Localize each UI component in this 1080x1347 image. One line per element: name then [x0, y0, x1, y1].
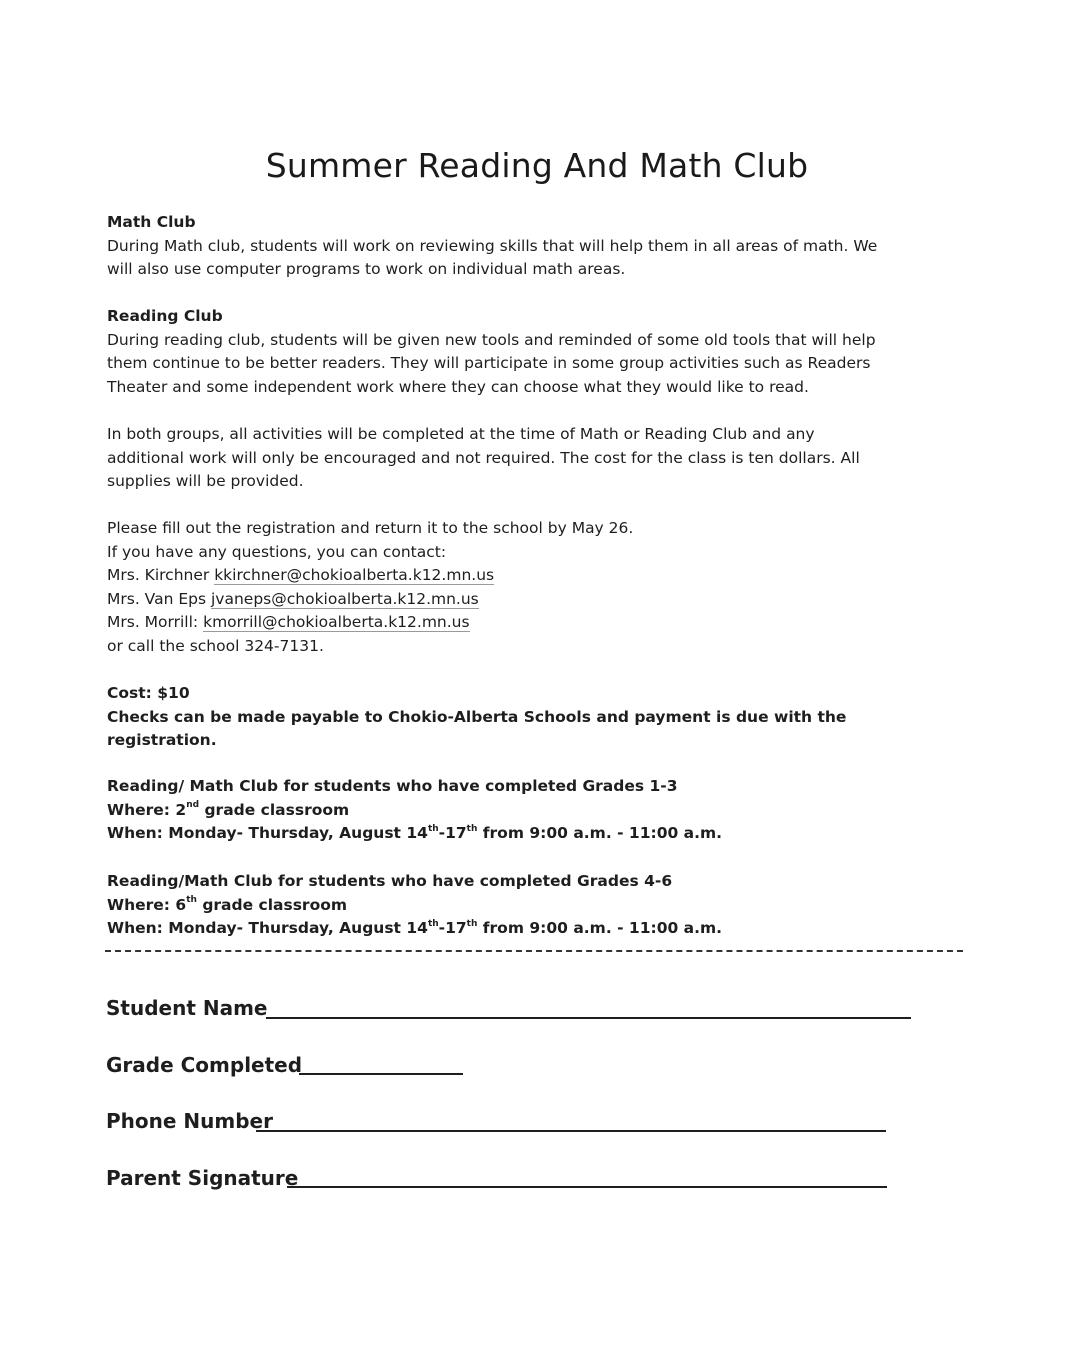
grade-completed-field[interactable]	[299, 1073, 463, 1075]
grade-completed-label: Grade Completed	[106, 1053, 303, 1077]
math-club-section	[107, 211, 987, 282]
school-phone-line: or call the school 324-7131.	[107, 636, 324, 655]
contact-name: Mrs. Morrill:	[107, 613, 199, 631]
session-heading: Reading/ Math Club for students who have completed Grades 1-3	[107, 777, 678, 795]
reading-club-text-line: Theater and some independent work where they can choose what they would like to read.	[107, 377, 809, 396]
student-name-field[interactable]	[266, 1017, 911, 1019]
math-club-heading: Math Club	[107, 213, 196, 231]
page-title: Summer Reading And Math Club	[265, 146, 809, 185]
questions-line: If you have any questions, you can contact:	[107, 542, 447, 561]
cost-line: Cost: $10	[107, 684, 190, 702]
contact-kirchner	[107, 564, 987, 588]
session-where: Where: 6th grade classroom	[107, 895, 348, 914]
contact-vaneps	[107, 588, 987, 612]
session-when: When: Monday- Thursday, August 14th-17th from 9:00 a.m. - 11:00 a.m.	[107, 823, 723, 842]
reading-club-heading: Reading Club	[107, 307, 223, 325]
email-link-morrill[interactable]: kmorrill@chokioalberta.k12.mn.us	[203, 613, 470, 631]
contact-section	[107, 517, 987, 658]
session-grades-1-3	[107, 775, 987, 846]
reading-club-text-line: them continue to be better readers. They will participate in some group activities such as Readers	[107, 354, 871, 372]
math-club-text-line: During Math club, students will work on reviewing skills that will help them in all areas of math. We	[107, 236, 878, 255]
cut-line-divider	[105, 950, 963, 952]
session-where: Where: 2nd grade classroom	[107, 800, 350, 819]
parent-signature-label: Parent Signature	[106, 1166, 299, 1190]
student-name-label: Student Name	[106, 996, 268, 1020]
both-groups-section	[107, 423, 987, 494]
both-groups-text-line: supplies will be provided.	[107, 472, 304, 490]
session-when: When: Monday- Thursday, August 14th-17th from 9:00 a.m. - 11:00 a.m.	[107, 918, 723, 937]
contact-morrill	[107, 611, 987, 635]
checks-line: Checks can be made payable to Chokio-Alberta Schools and payment is due with the	[107, 707, 847, 726]
reading-club-text-line: During reading club, students will be given new tools and reminded of some old tools that will help	[107, 330, 876, 349]
session-grades-4-6	[107, 870, 987, 941]
session-heading: Reading/Math Club for students who have completed Grades 4-6	[107, 872, 673, 890]
phone-number-label: Phone Number	[106, 1109, 273, 1133]
email-link-vaneps[interactable]: jvaneps@chokioalberta.k12.mn.us	[210, 589, 479, 608]
checks-line: registration.	[107, 731, 217, 749]
phone-number-field[interactable]	[256, 1130, 886, 1132]
parent-signature-field[interactable]	[287, 1186, 887, 1188]
both-groups-text-line: In both groups, all activities will be completed at the time of Math or Reading Club and any	[107, 425, 815, 443]
reading-club-section	[107, 305, 987, 399]
cost-section	[107, 682, 987, 753]
email-link-kirchner[interactable]: kkirchner@chokioalberta.k12.mn.us	[214, 566, 495, 584]
contact-name: Mrs. Van Eps	[107, 589, 207, 608]
contact-name: Mrs. Kirchner	[107, 566, 210, 584]
both-groups-text-line: additional work will only be encouraged and not required. The cost for the class is ten dollars. All	[107, 448, 860, 467]
registration-deadline: Please fill out the registration and return it to the school by May 26.	[107, 519, 634, 537]
math-club-text-line: will also use computer programs to work on individual math areas.	[107, 260, 626, 278]
